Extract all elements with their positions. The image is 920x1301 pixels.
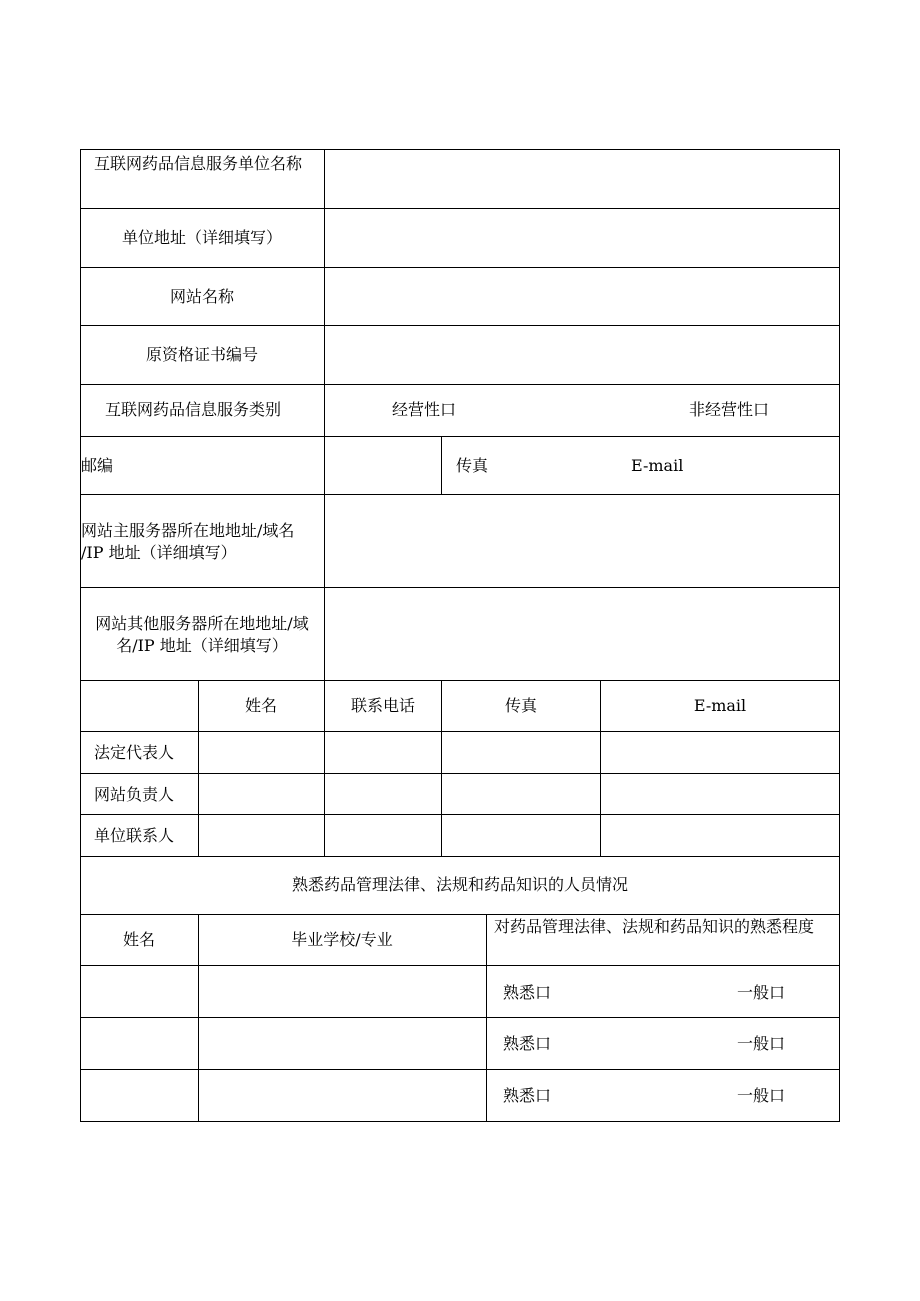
other-server-label-line1: 网站其他服务器所在地地址/域 [95, 614, 309, 633]
rule [80, 814, 840, 815]
other-server-field[interactable] [326, 589, 838, 679]
personnel-header-name: 姓名 [122, 930, 156, 949]
rule [80, 680, 840, 681]
unit-name-label: 互联网药品信息服务单位名称 [94, 154, 303, 173]
rule [80, 914, 840, 915]
rule [80, 149, 81, 1122]
email-label: E-mail [631, 456, 684, 475]
rule [80, 773, 840, 774]
rule [486, 914, 487, 1121]
service-type-commercial-option[interactable]: 经营性口 [392, 400, 457, 419]
rule [80, 325, 840, 326]
rule [80, 494, 840, 495]
rule [80, 856, 840, 857]
personnel-header-school: 毕业学校/专业 [291, 930, 393, 949]
original-cert-field[interactable] [326, 327, 838, 383]
contacts-header-phone: 联系电话 [350, 696, 416, 715]
service-type-noncommercial-option[interactable]: 非经营性口 [689, 400, 770, 419]
rule [80, 965, 840, 966]
website-name-field[interactable] [326, 269, 838, 324]
service-type-label: 互联网药品信息服务类别 [104, 400, 282, 419]
familiar-option[interactable]: 熟悉口 [503, 983, 552, 1002]
rule [441, 436, 442, 494]
rule [600, 680, 601, 856]
unit-name-field[interactable] [326, 151, 838, 207]
rule [80, 587, 840, 588]
rule [198, 914, 199, 1121]
other-server-label-line2: 名/IP 地址（详细填写） [116, 636, 288, 655]
contacts-header-name: 姓名 [244, 696, 278, 715]
main-server-field[interactable] [326, 496, 838, 586]
unit-address-field[interactable] [326, 210, 838, 266]
personnel-section-title: 熟悉药品管理法律、法规和药品知识的人员情况 [291, 875, 629, 894]
general-option[interactable]: 一般口 [737, 1034, 786, 1053]
rule [80, 1121, 840, 1122]
postcode-field[interactable] [326, 438, 440, 493]
contact-row-website-manager: 网站负责人 [94, 785, 175, 804]
rule [80, 436, 840, 437]
contact-row-legal-rep: 法定代表人 [94, 743, 175, 762]
main-server-label-line1: 网站主服务器所在地地址/域名 [81, 521, 295, 540]
rule [198, 680, 199, 856]
website-name-label: 网站名称 [169, 287, 235, 306]
rule [80, 267, 840, 268]
general-option[interactable]: 一般口 [737, 1086, 786, 1105]
rule [839, 149, 840, 1122]
contacts-header-email: E-mail [693, 696, 747, 715]
rule [80, 208, 840, 209]
contact-row-unit-contact: 单位联系人 [94, 826, 175, 845]
rule [324, 149, 325, 856]
rule [441, 680, 442, 856]
general-option[interactable]: 一般口 [737, 983, 786, 1002]
postcode-label: 邮编 [81, 456, 114, 475]
rule [80, 731, 840, 732]
rule [80, 1069, 840, 1070]
unit-address-label: 单位地址（详细填写） [121, 228, 283, 247]
main-server-label-line2: /IP 地址（详细填写） [81, 543, 237, 562]
contacts-header-fax: 传真 [504, 696, 538, 715]
rule [80, 149, 840, 150]
fax-label: 传真 [456, 456, 489, 475]
familiar-option[interactable]: 熟悉口 [503, 1086, 552, 1105]
familiar-option[interactable]: 熟悉口 [503, 1034, 552, 1053]
rule [80, 1017, 840, 1018]
rule [80, 384, 840, 385]
original-cert-label: 原资格证书编号 [145, 345, 259, 364]
personnel-header-familiarity: 对药品管理法律、法规和药品知识的熟悉程度 [494, 917, 815, 936]
